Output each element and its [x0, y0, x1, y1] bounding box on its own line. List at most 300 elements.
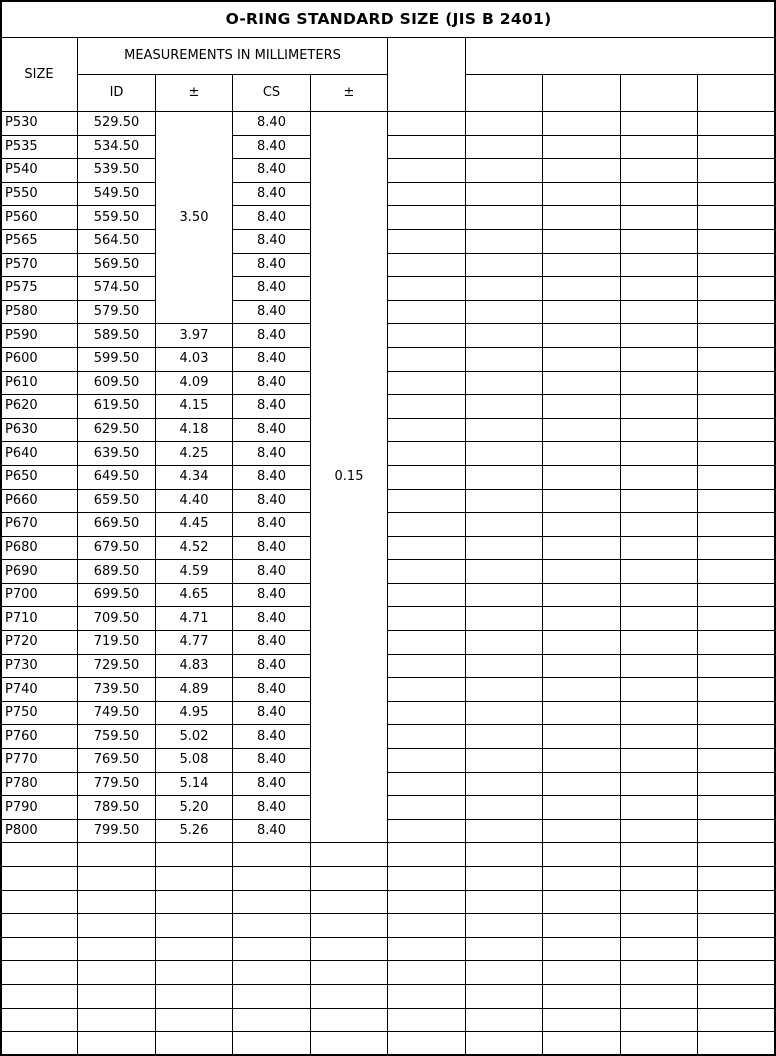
cs-cell: 8.40 [233, 607, 311, 631]
empty-row [1, 867, 776, 891]
empty-cell [388, 253, 466, 277]
empty-cell [466, 277, 543, 301]
blank-header-cell [543, 75, 621, 112]
empty-cell [388, 465, 466, 489]
cs-cell: 8.40 [233, 513, 311, 537]
id-tolerance-cell: 4.03 [156, 347, 233, 371]
cs-cell: 8.40 [233, 560, 311, 584]
id-cell: 629.50 [78, 418, 156, 442]
empty-cell [543, 819, 621, 843]
empty-cell [621, 371, 698, 395]
empty-cell [466, 465, 543, 489]
empty-row [1, 890, 776, 914]
empty-cell [698, 277, 776, 301]
table-row [1, 819, 776, 843]
empty-cell [698, 843, 776, 867]
id-cell: 534.50 [78, 135, 156, 159]
empty-cell [466, 442, 543, 466]
empty-cell [543, 678, 621, 702]
table-row [1, 442, 776, 466]
empty-cell [466, 867, 543, 891]
id-tolerance-cell: 4.59 [156, 560, 233, 584]
empty-cell [621, 395, 698, 419]
empty-cell [698, 159, 776, 183]
empty-cell [543, 867, 621, 891]
empty-cell [698, 300, 776, 324]
empty-cell [388, 371, 466, 395]
empty-cell [78, 843, 156, 867]
id-tolerance-cell: 4.40 [156, 489, 233, 513]
empty-cell [698, 984, 776, 1008]
size-cell: P535 [1, 135, 78, 159]
id-cell: 759.50 [78, 725, 156, 749]
id-tolerance-merged-cell: 3.50 [156, 112, 233, 324]
size-cell: P740 [1, 678, 78, 702]
cs-cell: 8.40 [233, 300, 311, 324]
cs-cell: 8.40 [233, 725, 311, 749]
empty-cell [698, 607, 776, 631]
size-cell: P640 [1, 442, 78, 466]
empty-cell [388, 961, 466, 985]
empty-cell [466, 937, 543, 961]
empty-cell [311, 843, 388, 867]
empty-cell [543, 442, 621, 466]
empty-cell [698, 442, 776, 466]
empty-cell [621, 725, 698, 749]
cs-cell: 8.40 [233, 489, 311, 513]
empty-cell [311, 984, 388, 1008]
empty-cell [698, 749, 776, 773]
table-row [1, 560, 776, 584]
size-cell: P560 [1, 206, 78, 230]
empty-cell [466, 253, 543, 277]
id-tolerance-cell: 5.26 [156, 819, 233, 843]
empty-cell [466, 819, 543, 843]
blank-header-cell [466, 75, 543, 112]
empty-cell [543, 465, 621, 489]
id-cell: 679.50 [78, 536, 156, 560]
empty-cell [388, 937, 466, 961]
empty-cell [621, 418, 698, 442]
table-row [1, 772, 776, 796]
size-cell: P780 [1, 772, 78, 796]
empty-cell [388, 819, 466, 843]
size-column-header: SIZE [1, 38, 78, 112]
empty-cell [543, 300, 621, 324]
id-cell: 749.50 [78, 701, 156, 725]
cs-cell: 8.40 [233, 347, 311, 371]
blank-header-cell [388, 38, 466, 112]
id-tolerance-cell: 4.77 [156, 631, 233, 655]
empty-cell [388, 772, 466, 796]
empty-cell [698, 1008, 776, 1032]
empty-cell [466, 112, 543, 136]
empty-cell [466, 229, 543, 253]
empty-cell [311, 1008, 388, 1032]
empty-cell [233, 1032, 311, 1056]
size-cell: P800 [1, 819, 78, 843]
table-row [1, 300, 776, 324]
empty-cell [543, 914, 621, 938]
empty-cell [698, 1032, 776, 1056]
empty-cell [466, 961, 543, 985]
empty-cell [233, 890, 311, 914]
empty-cell [621, 749, 698, 773]
id-tolerance-cell: 4.09 [156, 371, 233, 395]
empty-cell [543, 1008, 621, 1032]
id-cell: 799.50 [78, 819, 156, 843]
empty-cell [388, 654, 466, 678]
table-row [1, 513, 776, 537]
id-cell: 559.50 [78, 206, 156, 230]
empty-cell [543, 371, 621, 395]
empty-cell [621, 1008, 698, 1032]
id-cell: 789.50 [78, 796, 156, 820]
id-tolerance-header: ± [156, 75, 233, 112]
table-row [1, 536, 776, 560]
empty-cell [543, 961, 621, 985]
empty-cell [466, 796, 543, 820]
empty-cell [466, 890, 543, 914]
id-tolerance-cell: 5.08 [156, 749, 233, 773]
empty-cell [156, 1008, 233, 1032]
empty-cell [543, 112, 621, 136]
empty-cell [698, 654, 776, 678]
size-cell: P710 [1, 607, 78, 631]
empty-cell [466, 725, 543, 749]
empty-cell [311, 937, 388, 961]
empty-cell [388, 984, 466, 1008]
empty-cell [466, 701, 543, 725]
empty-row [1, 1032, 776, 1056]
id-cell: 659.50 [78, 489, 156, 513]
empty-cell [388, 229, 466, 253]
empty-cell [621, 324, 698, 348]
size-cell: P760 [1, 725, 78, 749]
id-tolerance-cell: 4.34 [156, 465, 233, 489]
empty-cell [388, 442, 466, 466]
size-cell: P750 [1, 701, 78, 725]
empty-cell [466, 371, 543, 395]
empty-cell [621, 277, 698, 301]
id-cell: 729.50 [78, 654, 156, 678]
cs-cell: 8.40 [233, 631, 311, 655]
empty-cell [543, 536, 621, 560]
empty-cell [543, 631, 621, 655]
empty-cell [543, 607, 621, 631]
empty-cell [233, 1008, 311, 1032]
empty-cell [543, 229, 621, 253]
empty-cell [698, 560, 776, 584]
empty-cell [621, 867, 698, 891]
size-cell: P650 [1, 465, 78, 489]
empty-cell [1, 914, 78, 938]
size-cell: P530 [1, 112, 78, 136]
empty-cell [543, 890, 621, 914]
empty-cell [388, 135, 466, 159]
cs-column-header: CS [233, 75, 311, 112]
empty-cell [621, 914, 698, 938]
cs-cell: 8.40 [233, 206, 311, 230]
id-cell: 739.50 [78, 678, 156, 702]
id-cell: 689.50 [78, 560, 156, 584]
empty-cell [388, 796, 466, 820]
empty-cell [621, 253, 698, 277]
size-cell: P550 [1, 182, 78, 206]
empty-cell [698, 418, 776, 442]
empty-cell [388, 843, 466, 867]
empty-cell [233, 984, 311, 1008]
size-cell: P670 [1, 513, 78, 537]
empty-cell [698, 112, 776, 136]
table-row [1, 465, 776, 489]
empty-cell [233, 937, 311, 961]
size-cell: P700 [1, 583, 78, 607]
id-cell: 619.50 [78, 395, 156, 419]
empty-cell [466, 914, 543, 938]
empty-cell [698, 536, 776, 560]
table-row [1, 277, 776, 301]
empty-cell [388, 890, 466, 914]
table-row [1, 112, 776, 136]
size-cell: P660 [1, 489, 78, 513]
empty-cell [698, 489, 776, 513]
empty-cell [388, 206, 466, 230]
empty-row [1, 914, 776, 938]
empty-cell [388, 914, 466, 938]
empty-cell [388, 347, 466, 371]
empty-cell [388, 182, 466, 206]
empty-cell [388, 324, 466, 348]
empty-cell [698, 253, 776, 277]
empty-cell [78, 984, 156, 1008]
empty-cell [466, 324, 543, 348]
empty-cell [1, 961, 78, 985]
empty-cell [621, 984, 698, 1008]
empty-cell [311, 1032, 388, 1056]
empty-cell [621, 772, 698, 796]
empty-cell [543, 654, 621, 678]
empty-cell [543, 324, 621, 348]
id-tolerance-cell: 4.95 [156, 701, 233, 725]
cs-tolerance-header: ± [311, 75, 388, 112]
empty-cell [466, 347, 543, 371]
empty-cell [156, 961, 233, 985]
empty-cell [388, 277, 466, 301]
size-cell: P610 [1, 371, 78, 395]
id-tolerance-cell: 5.14 [156, 772, 233, 796]
empty-cell [698, 725, 776, 749]
empty-cell [466, 560, 543, 584]
page-title: O-RING STANDARD SIZE (JIS B 2401) [1, 1, 776, 38]
empty-cell [388, 536, 466, 560]
cs-cell: 8.40 [233, 819, 311, 843]
empty-cell [78, 937, 156, 961]
empty-cell [466, 300, 543, 324]
id-cell: 539.50 [78, 159, 156, 183]
empty-cell [78, 1032, 156, 1056]
table-row [1, 253, 776, 277]
empty-cell [388, 607, 466, 631]
empty-cell [466, 395, 543, 419]
empty-cell [466, 135, 543, 159]
empty-cell [698, 701, 776, 725]
cs-cell: 8.40 [233, 772, 311, 796]
empty-cell [233, 867, 311, 891]
empty-cell [543, 395, 621, 419]
empty-cell [621, 347, 698, 371]
empty-cell [698, 182, 776, 206]
cs-cell: 8.40 [233, 159, 311, 183]
cs-cell: 8.40 [233, 277, 311, 301]
empty-cell [698, 135, 776, 159]
empty-cell [156, 914, 233, 938]
id-tolerance-cell: 5.02 [156, 725, 233, 749]
empty-cell [78, 914, 156, 938]
empty-cell [543, 135, 621, 159]
table-row [1, 135, 776, 159]
empty-cell [621, 229, 698, 253]
id-tolerance-cell: 4.71 [156, 607, 233, 631]
empty-cell [698, 890, 776, 914]
table-row [1, 583, 776, 607]
empty-cell [1, 1032, 78, 1056]
id-cell: 609.50 [78, 371, 156, 395]
empty-cell [543, 560, 621, 584]
empty-cell [156, 1032, 233, 1056]
empty-cell [621, 701, 698, 725]
cs-cell: 8.40 [233, 112, 311, 136]
empty-cell [543, 583, 621, 607]
empty-cell [233, 961, 311, 985]
size-cell: P720 [1, 631, 78, 655]
empty-row [1, 843, 776, 867]
empty-cell [1, 867, 78, 891]
empty-cell [466, 654, 543, 678]
cs-cell: 8.40 [233, 749, 311, 773]
empty-cell [543, 182, 621, 206]
empty-cell [621, 159, 698, 183]
id-cell: 649.50 [78, 465, 156, 489]
empty-cell [621, 442, 698, 466]
empty-cell [311, 890, 388, 914]
empty-cell [621, 1032, 698, 1056]
empty-cell [698, 914, 776, 938]
empty-cell [698, 961, 776, 985]
size-cell: P770 [1, 749, 78, 773]
empty-cell [543, 1032, 621, 1056]
empty-cell [388, 395, 466, 419]
empty-cell [1, 984, 78, 1008]
empty-cell [388, 725, 466, 749]
empty-cell [233, 843, 311, 867]
empty-cell [621, 465, 698, 489]
table-row [1, 159, 776, 183]
id-tolerance-cell: 4.45 [156, 513, 233, 537]
empty-cell [698, 229, 776, 253]
empty-cell [621, 796, 698, 820]
empty-cell [698, 347, 776, 371]
empty-cell [621, 843, 698, 867]
id-cell: 549.50 [78, 182, 156, 206]
size-cell: P630 [1, 418, 78, 442]
id-cell: 719.50 [78, 631, 156, 655]
empty-row [1, 961, 776, 985]
empty-cell [543, 984, 621, 1008]
empty-cell [156, 937, 233, 961]
table-row [1, 607, 776, 631]
cs-cell: 8.40 [233, 796, 311, 820]
size-cell: P565 [1, 229, 78, 253]
id-tolerance-cell: 3.97 [156, 324, 233, 348]
id-tolerance-cell: 4.65 [156, 583, 233, 607]
empty-cell [466, 607, 543, 631]
id-cell: 569.50 [78, 253, 156, 277]
empty-cell [621, 536, 698, 560]
size-cell: P620 [1, 395, 78, 419]
empty-cell [621, 631, 698, 655]
size-cell: P790 [1, 796, 78, 820]
id-tolerance-cell: 4.83 [156, 654, 233, 678]
size-cell: P680 [1, 536, 78, 560]
empty-cell [621, 300, 698, 324]
empty-cell [621, 961, 698, 985]
cs-cell: 8.40 [233, 465, 311, 489]
empty-cell [543, 749, 621, 773]
id-cell: 564.50 [78, 229, 156, 253]
empty-cell [388, 489, 466, 513]
empty-cell [543, 277, 621, 301]
empty-cell [466, 206, 543, 230]
empty-cell [388, 701, 466, 725]
empty-cell [311, 914, 388, 938]
size-cell: P570 [1, 253, 78, 277]
cs-cell: 8.40 [233, 583, 311, 607]
size-cell: P575 [1, 277, 78, 301]
empty-cell [233, 914, 311, 938]
id-tolerance-cell: 4.52 [156, 536, 233, 560]
empty-cell [621, 890, 698, 914]
size-cell: P690 [1, 560, 78, 584]
empty-cell [621, 112, 698, 136]
empty-cell [621, 937, 698, 961]
id-cell: 639.50 [78, 442, 156, 466]
id-tolerance-cell: 5.20 [156, 796, 233, 820]
cs-cell: 8.40 [233, 536, 311, 560]
empty-cell [543, 937, 621, 961]
table-row [1, 371, 776, 395]
empty-cell [1, 843, 78, 867]
empty-row [1, 937, 776, 961]
empty-cell [1, 890, 78, 914]
cs-cell: 8.40 [233, 442, 311, 466]
blank-header-cell [466, 38, 776, 75]
table-row [1, 654, 776, 678]
empty-cell [388, 1008, 466, 1032]
empty-cell [466, 489, 543, 513]
id-cell: 669.50 [78, 513, 156, 537]
empty-row [1, 1008, 776, 1032]
empty-cell [78, 867, 156, 891]
empty-cell [78, 890, 156, 914]
empty-cell [543, 843, 621, 867]
empty-cell [1, 1008, 78, 1032]
empty-cell [388, 631, 466, 655]
empty-cell [388, 112, 466, 136]
empty-cell [698, 819, 776, 843]
empty-cell [543, 725, 621, 749]
empty-cell [698, 631, 776, 655]
